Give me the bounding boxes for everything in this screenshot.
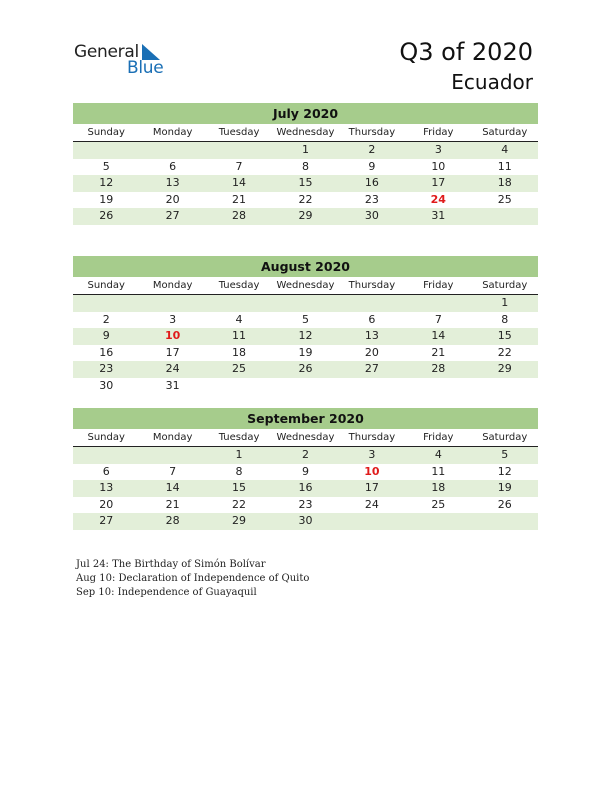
day-cell: 27 <box>165 209 180 222</box>
day-cell: 11 <box>497 159 512 173</box>
day-cell: 9 <box>301 464 309 478</box>
day-cell: 17 <box>165 345 180 359</box>
day-cell: 8 <box>501 312 509 326</box>
day-cell: 8 <box>235 464 243 478</box>
week-row <box>73 378 538 395</box>
day-cell: 30 <box>99 378 114 392</box>
weekday-row <box>73 429 538 447</box>
day-cell: 25 <box>232 362 247 375</box>
day-cell: 18 <box>497 176 512 189</box>
day-cell: 20 <box>364 345 379 359</box>
weeks-grid <box>73 447 538 530</box>
day-cell: 5 <box>301 312 309 326</box>
day-cell: 28 <box>431 362 446 375</box>
day-cell: 9 <box>102 329 110 342</box>
week-row <box>73 480 538 497</box>
day-cell: 22 <box>232 497 247 511</box>
day-cell <box>405 295 471 312</box>
weekday-label: Friday <box>423 127 454 138</box>
page-title: Q3 of 2020 <box>399 38 533 66</box>
week-row <box>73 208 538 225</box>
day-cell <box>139 447 205 464</box>
day-cell <box>405 513 471 530</box>
day-cell: 17 <box>364 481 379 494</box>
weekday-label: Thursday <box>348 432 396 443</box>
day-cell: 12 <box>497 464 512 478</box>
day-cell: 1 <box>301 143 309 156</box>
day-cell: 29 <box>232 514 247 527</box>
day-cell: 12 <box>298 329 313 342</box>
day-cell: 11 <box>431 464 446 478</box>
day-cell: 24 <box>364 497 379 511</box>
week-row <box>73 192 538 209</box>
day-cell: 2 <box>368 143 376 156</box>
day-cell: 22 <box>298 192 313 206</box>
day-cell: 26 <box>298 362 313 375</box>
week-row <box>73 345 538 362</box>
weekday-label: Wednesday <box>276 127 335 138</box>
weekday-label: Friday <box>423 280 454 291</box>
day-cell: 21 <box>431 345 446 359</box>
weekday-label: Friday <box>423 432 454 443</box>
day-cell <box>339 513 405 530</box>
week-row <box>73 142 538 159</box>
day-cell: 19 <box>497 481 512 494</box>
day-cell: 19 <box>99 192 114 206</box>
day-cell <box>272 295 338 312</box>
day-cell: 11 <box>232 329 247 342</box>
day-cell: 13 <box>364 329 379 342</box>
weekday-label: Thursday <box>348 280 396 291</box>
day-cell: 31 <box>431 209 446 222</box>
day-cell <box>206 295 272 312</box>
day-cell <box>339 378 405 395</box>
week-row <box>73 328 538 345</box>
day-cell: 25 <box>431 497 446 511</box>
weekday-label: Tuesday <box>218 432 260 443</box>
day-cell: 14 <box>232 176 247 189</box>
day-cell: 13 <box>99 481 114 494</box>
day-cell: 15 <box>232 481 247 494</box>
day-cell <box>472 378 538 395</box>
month-header: September 2020 <box>73 408 538 429</box>
day-cell: 5 <box>501 448 509 461</box>
holiday-notes <box>76 558 309 600</box>
day-cell: 29 <box>298 209 313 222</box>
weekday-label: Tuesday <box>218 127 260 138</box>
weekday-label: Saturday <box>482 127 528 138</box>
week-row <box>73 159 538 176</box>
day-cell: 6 <box>368 312 376 326</box>
day-cell: 22 <box>497 345 512 359</box>
day-cell: 19 <box>298 345 313 359</box>
day-cell: 10 <box>431 159 446 173</box>
weekday-label: Tuesday <box>218 280 260 291</box>
day-cell: 6 <box>102 464 110 478</box>
day-cell: 21 <box>232 192 247 206</box>
day-cell: 15 <box>497 329 512 342</box>
day-cell: 25 <box>497 192 512 206</box>
day-cell: 27 <box>99 514 114 527</box>
day-cell: 20 <box>99 497 114 511</box>
weekday-label: Sunday <box>87 432 125 443</box>
day-cell: 6 <box>169 159 177 173</box>
day-cell: 27 <box>364 362 379 375</box>
day-cell: 4 <box>434 448 442 461</box>
page-subtitle: Ecuador <box>451 70 533 94</box>
weekday-label: Monday <box>152 280 193 291</box>
day-cell: 16 <box>364 176 379 189</box>
day-cell: 23 <box>364 192 379 206</box>
week-row <box>73 175 538 192</box>
holiday-note: Sep 10: Independence of Guayaquil <box>76 587 257 598</box>
day-cell <box>139 142 205 159</box>
day-cell: 5 <box>102 159 110 173</box>
day-cell: 26 <box>497 497 512 511</box>
weekday-label: Saturday <box>482 280 528 291</box>
day-cell: 4 <box>235 312 243 326</box>
day-cell: 17 <box>431 176 446 189</box>
week-row <box>73 447 538 464</box>
day-cell <box>339 295 405 312</box>
week-row <box>73 312 538 329</box>
weekday-label: Sunday <box>87 280 125 291</box>
day-cell: 3 <box>434 143 442 156</box>
day-cell: 15 <box>298 176 313 189</box>
day-cell: 31 <box>165 378 180 392</box>
logo-word-blue: Blue <box>127 58 164 78</box>
day-cell <box>73 447 139 464</box>
weekday-label: Monday <box>152 127 193 138</box>
weekday-label: Wednesday <box>276 432 335 443</box>
day-cell: 16 <box>298 481 313 494</box>
day-cell: 14 <box>165 481 180 494</box>
week-row <box>73 361 538 378</box>
day-cell: 30 <box>364 209 379 222</box>
day-cell: 26 <box>99 209 114 222</box>
day-cell: 13 <box>165 176 180 189</box>
day-cell: 7 <box>169 464 177 478</box>
weekday-label: Monday <box>152 432 193 443</box>
month-header: July 2020 <box>73 103 538 124</box>
month-july <box>73 103 538 225</box>
month-header: August 2020 <box>73 256 538 277</box>
day-cell: 4 <box>501 143 509 156</box>
day-cell: 1 <box>235 448 243 461</box>
logo-word-general: General <box>74 42 139 62</box>
day-cell: 20 <box>165 192 180 206</box>
day-cell <box>405 378 471 395</box>
day-cell <box>139 295 205 312</box>
day-cell: 16 <box>99 345 114 359</box>
weekday-row <box>73 124 538 142</box>
weeks-grid <box>73 295 538 394</box>
holiday-day-cell: 10 <box>364 464 380 478</box>
day-cell: 29 <box>497 362 512 375</box>
day-cell: 18 <box>232 345 247 359</box>
day-cell: 30 <box>298 514 313 527</box>
holiday-day-cell: 24 <box>430 192 446 206</box>
day-cell: 3 <box>169 312 177 326</box>
month-september <box>73 408 538 530</box>
day-cell <box>272 378 338 395</box>
week-row <box>73 497 538 514</box>
day-cell <box>206 142 272 159</box>
day-cell: 3 <box>368 448 376 461</box>
day-cell <box>73 295 139 312</box>
day-cell <box>472 208 538 225</box>
weekday-label: Sunday <box>87 127 125 138</box>
day-cell <box>472 513 538 530</box>
day-cell: 7 <box>434 312 442 326</box>
day-cell: 9 <box>368 159 376 173</box>
day-cell: 28 <box>165 514 180 527</box>
month-august <box>73 256 538 394</box>
day-cell <box>73 142 139 159</box>
day-cell: 2 <box>301 448 309 461</box>
holiday-note: Jul 24: The Birthday of Simón Bolívar <box>76 559 266 570</box>
day-cell: 24 <box>165 362 180 375</box>
holiday-day-cell: 10 <box>164 329 181 342</box>
weekday-label: Saturday <box>482 432 528 443</box>
weekday-label: Thursday <box>348 127 396 138</box>
week-row <box>73 464 538 481</box>
day-cell: 23 <box>99 362 114 375</box>
day-cell: 21 <box>165 497 180 511</box>
weekday-row <box>73 277 538 295</box>
brand-logo <box>74 42 174 78</box>
day-cell: 7 <box>235 159 243 173</box>
day-cell: 28 <box>232 209 247 222</box>
week-row <box>73 295 538 312</box>
day-cell: 1 <box>501 296 509 309</box>
weeks-grid <box>73 142 538 225</box>
day-cell: 12 <box>99 176 114 189</box>
day-cell: 23 <box>298 497 313 511</box>
day-cell: 2 <box>102 312 110 326</box>
day-cell: 14 <box>431 329 446 342</box>
holiday-note: Aug 10: Declaration of Independence of Quito <box>76 573 310 584</box>
day-cell <box>206 378 272 395</box>
day-cell: 8 <box>301 159 309 173</box>
week-row <box>73 513 538 530</box>
weekday-label: Wednesday <box>276 280 335 291</box>
day-cell: 18 <box>431 481 446 494</box>
